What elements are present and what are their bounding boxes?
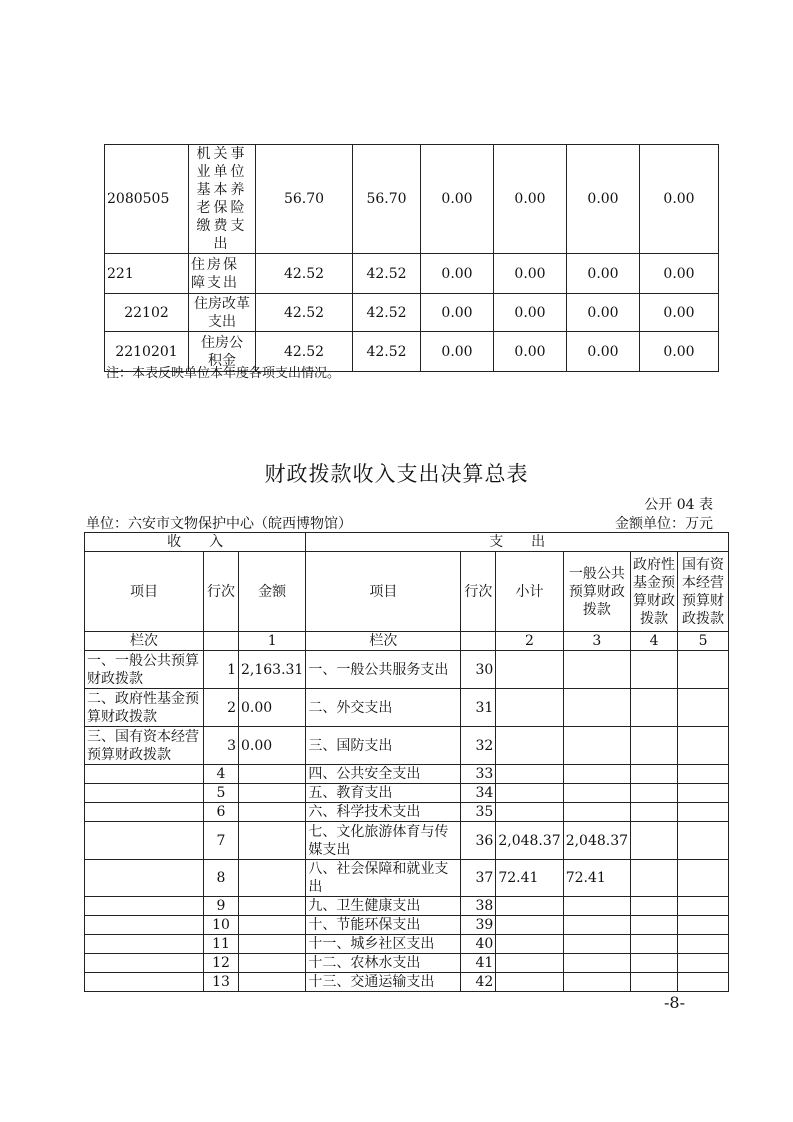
state-capital-cell xyxy=(678,727,729,765)
basic-cell: 42.52 xyxy=(353,332,421,372)
general-budget-cell xyxy=(563,916,630,935)
income-line-cell: 9 xyxy=(204,897,239,916)
general-budget-cell xyxy=(563,651,630,689)
expense-line-cell: 41 xyxy=(461,954,496,973)
item-header: 项目 xyxy=(85,552,204,632)
subtotal-cell: 72.41 xyxy=(496,860,563,897)
value-cell: 0.00 xyxy=(494,145,567,254)
column-number-row xyxy=(85,632,729,651)
expense-item-cell: 十三、交通运输支出 xyxy=(306,973,461,992)
value-cell: 0.00 xyxy=(640,254,719,294)
subtotal-cell xyxy=(496,973,563,992)
income-line-cell: 6 xyxy=(204,803,239,822)
expense-item-cell: 七、文化旅游体育与传媒支出 xyxy=(306,822,461,860)
expense-item-cell: 十二、农林水支出 xyxy=(306,954,461,973)
state-capital-cell xyxy=(678,954,729,973)
subtotal-cell: 2,048.37 xyxy=(496,822,563,860)
line-header: 行次 xyxy=(461,552,496,632)
income-amount-cell xyxy=(239,803,306,822)
gov-fund-cell xyxy=(631,803,678,822)
income-amount-cell: 0.00 xyxy=(239,689,306,727)
name-cell: 住房改革支出 xyxy=(189,294,256,332)
income-item-cell xyxy=(85,860,204,897)
gov-fund-cell xyxy=(631,784,678,803)
state-capital-cell xyxy=(678,803,729,822)
table-row xyxy=(105,145,719,254)
income-line-cell: 13 xyxy=(204,973,239,992)
expense-item-cell: 二、外交支出 xyxy=(306,689,461,727)
header-row xyxy=(85,533,729,552)
expense-item-cell: 十一、城乡社区支出 xyxy=(306,935,461,954)
value-cell: 0.00 xyxy=(494,294,567,332)
value-cell: 0.00 xyxy=(494,332,567,372)
line-header: 行次 xyxy=(204,552,239,632)
income-line-cell: 12 xyxy=(204,954,239,973)
income-amount-cell xyxy=(239,897,306,916)
income-item-cell xyxy=(85,954,204,973)
state-capital-cell xyxy=(678,860,729,897)
col-label: 栏次 xyxy=(306,632,461,651)
income-amount-cell xyxy=(239,954,306,973)
name-cell: 住房公积金 xyxy=(189,332,256,372)
state-capital-cell xyxy=(678,765,729,784)
value-cell: 0.00 xyxy=(494,254,567,294)
income-line-cell: 7 xyxy=(204,822,239,860)
code-cell: 2210201 xyxy=(105,332,189,372)
basic-cell: 42.52 xyxy=(353,294,421,332)
money-unit-label: 金额单位：万元 xyxy=(615,516,713,532)
basic-cell: 42.52 xyxy=(353,254,421,294)
expense-line-cell: 32 xyxy=(461,727,496,765)
subtotal-cell xyxy=(496,954,563,973)
income-line-cell: 11 xyxy=(204,935,239,954)
summary-table xyxy=(84,532,729,992)
general-budget-cell xyxy=(563,973,630,992)
state-capital-cell xyxy=(678,784,729,803)
general-budget-cell xyxy=(563,765,630,784)
state-capital-cell xyxy=(678,916,729,935)
income-line-cell: 10 xyxy=(204,916,239,935)
table-row xyxy=(85,765,729,784)
income-line-cell: 4 xyxy=(204,765,239,784)
subtotal-cell xyxy=(496,651,563,689)
total-cell: 56.70 xyxy=(256,145,353,254)
subtotal-cell xyxy=(496,784,563,803)
table-row xyxy=(85,973,729,992)
gov-fund-cell xyxy=(631,689,678,727)
general-budget-header: 一般公共预算财政拨款 xyxy=(563,552,630,632)
value-cell: 0.00 xyxy=(640,332,719,372)
expense-header: 支 出 xyxy=(306,533,729,552)
income-item-cell: 一、一般公共预算财政拨款 xyxy=(85,651,204,689)
total-cell: 42.52 xyxy=(256,254,353,294)
expense-line-cell: 30 xyxy=(461,651,496,689)
general-budget-cell: 72.41 xyxy=(563,860,630,897)
subtotal-header: 小计 xyxy=(496,552,563,632)
general-budget-cell xyxy=(563,727,630,765)
income-item-cell: 三、国有资本经营预算财政拨款 xyxy=(85,727,204,765)
gov-fund-cell xyxy=(631,954,678,973)
page-number: -8- xyxy=(664,993,685,1012)
income-line-cell: 5 xyxy=(204,784,239,803)
state-capital-cell xyxy=(678,935,729,954)
expense-line-cell: 34 xyxy=(461,784,496,803)
name-cell: 住房保障支出 xyxy=(189,254,256,294)
income-amount-cell xyxy=(239,860,306,897)
general-budget-cell xyxy=(563,954,630,973)
income-line-cell: 8 xyxy=(204,860,239,897)
value-cell: 0.00 xyxy=(567,254,640,294)
income-amount-cell xyxy=(239,916,306,935)
income-item-cell xyxy=(85,803,204,822)
table-row xyxy=(85,803,729,822)
item-header: 项目 xyxy=(306,552,461,632)
gov-fund-cell xyxy=(631,651,678,689)
expense-line-cell: 33 xyxy=(461,765,496,784)
form-number: 公开 04 表 xyxy=(644,497,713,513)
col-number: 2 xyxy=(496,632,563,651)
income-amount-cell xyxy=(239,784,306,803)
table-row xyxy=(105,294,719,332)
income-line-cell: 2 xyxy=(204,689,239,727)
gov-fund-cell xyxy=(631,860,678,897)
empty-cell xyxy=(461,632,496,651)
col-number: 1 xyxy=(239,632,306,651)
general-budget-cell xyxy=(563,803,630,822)
value-cell: 0.00 xyxy=(421,254,494,294)
amount-header: 金额 xyxy=(239,552,306,632)
income-item-cell xyxy=(85,916,204,935)
expense-line-cell: 31 xyxy=(461,689,496,727)
expense-item-cell: 九、卫生健康支出 xyxy=(306,897,461,916)
subtotal-cell xyxy=(496,727,563,765)
col-number: 5 xyxy=(678,632,729,651)
income-amount-cell: 2,163.31 xyxy=(239,651,306,689)
header-row xyxy=(85,552,729,632)
col-number: 4 xyxy=(631,632,678,651)
state-capital-cell xyxy=(678,973,729,992)
table-note: 注：本表反映单位本年度各项支出情况。 xyxy=(106,366,341,381)
table-row xyxy=(85,822,729,860)
expense-line-cell: 37 xyxy=(461,860,496,897)
value-cell: 0.00 xyxy=(567,332,640,372)
table-row xyxy=(85,860,729,897)
table-row xyxy=(105,254,719,294)
table-row xyxy=(85,727,729,765)
income-item-cell: 二、政府性基金预算财政拨款 xyxy=(85,689,204,727)
expense-item-cell: 一、一般公共服务支出 xyxy=(306,651,461,689)
income-line-cell: 3 xyxy=(204,727,239,765)
value-cell: 0.00 xyxy=(567,294,640,332)
subtotal-cell xyxy=(496,935,563,954)
code-cell: 221 xyxy=(105,254,189,294)
income-amount-cell xyxy=(239,765,306,784)
table-row xyxy=(85,651,729,689)
total-cell: 42.52 xyxy=(256,332,353,372)
expense-item-cell: 四、公共安全支出 xyxy=(306,765,461,784)
expense-line-cell: 35 xyxy=(461,803,496,822)
expense-item-cell: 六、科学技术支出 xyxy=(306,803,461,822)
income-item-cell xyxy=(85,822,204,860)
general-budget-cell xyxy=(563,897,630,916)
unit-label: 单位：六安市文物保护中心（皖西博物馆） xyxy=(86,516,352,532)
general-budget-cell xyxy=(563,689,630,727)
gov-fund-cell xyxy=(631,973,678,992)
table-row xyxy=(85,916,729,935)
table-row xyxy=(85,897,729,916)
state-capital-cell xyxy=(678,822,729,860)
empty-cell xyxy=(204,632,239,651)
income-item-cell xyxy=(85,784,204,803)
state-capital-header: 国有资本经营预算财政拨款 xyxy=(678,552,729,632)
subtotal-cell xyxy=(496,765,563,784)
table-row xyxy=(85,689,729,727)
name-cell: 机关事业单位基本养老保险缴费支出 xyxy=(189,145,256,254)
income-header: 收 入 xyxy=(85,533,306,552)
total-cell: 42.52 xyxy=(256,294,353,332)
gov-fund-cell xyxy=(631,765,678,784)
expense-line-cell: 39 xyxy=(461,916,496,935)
income-item-cell xyxy=(85,897,204,916)
value-cell: 0.00 xyxy=(421,145,494,254)
table-row xyxy=(85,935,729,954)
expense-line-cell: 38 xyxy=(461,897,496,916)
general-budget-cell xyxy=(563,784,630,803)
code-cell: 22102 xyxy=(105,294,189,332)
subtotal-cell xyxy=(496,689,563,727)
value-cell: 0.00 xyxy=(421,294,494,332)
income-amount-cell xyxy=(239,822,306,860)
page-title: 财政拨款收入支出决算总表 xyxy=(264,462,529,486)
gov-fund-header: 政府性基金预算财政拨款 xyxy=(631,552,678,632)
state-capital-cell xyxy=(678,689,729,727)
code-cell: 2080505 xyxy=(105,145,189,254)
income-amount-cell xyxy=(239,935,306,954)
col-number: 3 xyxy=(563,632,630,651)
general-budget-cell: 2,048.37 xyxy=(563,822,630,860)
state-capital-cell xyxy=(678,897,729,916)
value-cell: 0.00 xyxy=(567,145,640,254)
col-label: 栏次 xyxy=(85,632,204,651)
income-item-cell xyxy=(85,765,204,784)
expense-item-cell: 五、教育支出 xyxy=(306,784,461,803)
expense-detail-table xyxy=(104,144,719,372)
table-row xyxy=(85,784,729,803)
expense-item-cell: 十、节能环保支出 xyxy=(306,916,461,935)
subtotal-cell xyxy=(496,916,563,935)
value-cell: 0.00 xyxy=(640,294,719,332)
expense-line-cell: 40 xyxy=(461,935,496,954)
gov-fund-cell xyxy=(631,822,678,860)
general-budget-cell xyxy=(563,935,630,954)
income-item-cell xyxy=(85,935,204,954)
basic-cell: 56.70 xyxy=(353,145,421,254)
expense-line-cell: 36 xyxy=(461,822,496,860)
value-cell: 0.00 xyxy=(640,145,719,254)
income-amount-cell xyxy=(239,973,306,992)
expense-line-cell: 42 xyxy=(461,973,496,992)
table-row xyxy=(85,954,729,973)
gov-fund-cell xyxy=(631,897,678,916)
subtotal-cell xyxy=(496,803,563,822)
income-amount-cell: 0.00 xyxy=(239,727,306,765)
subtotal-cell xyxy=(496,897,563,916)
value-cell: 0.00 xyxy=(421,332,494,372)
income-item-cell xyxy=(85,973,204,992)
expense-item-cell: 三、国防支出 xyxy=(306,727,461,765)
gov-fund-cell xyxy=(631,916,678,935)
state-capital-cell xyxy=(678,651,729,689)
gov-fund-cell xyxy=(631,935,678,954)
income-line-cell: 1 xyxy=(204,651,239,689)
expense-item-cell: 八、社会保障和就业支出 xyxy=(306,860,461,897)
gov-fund-cell xyxy=(631,727,678,765)
